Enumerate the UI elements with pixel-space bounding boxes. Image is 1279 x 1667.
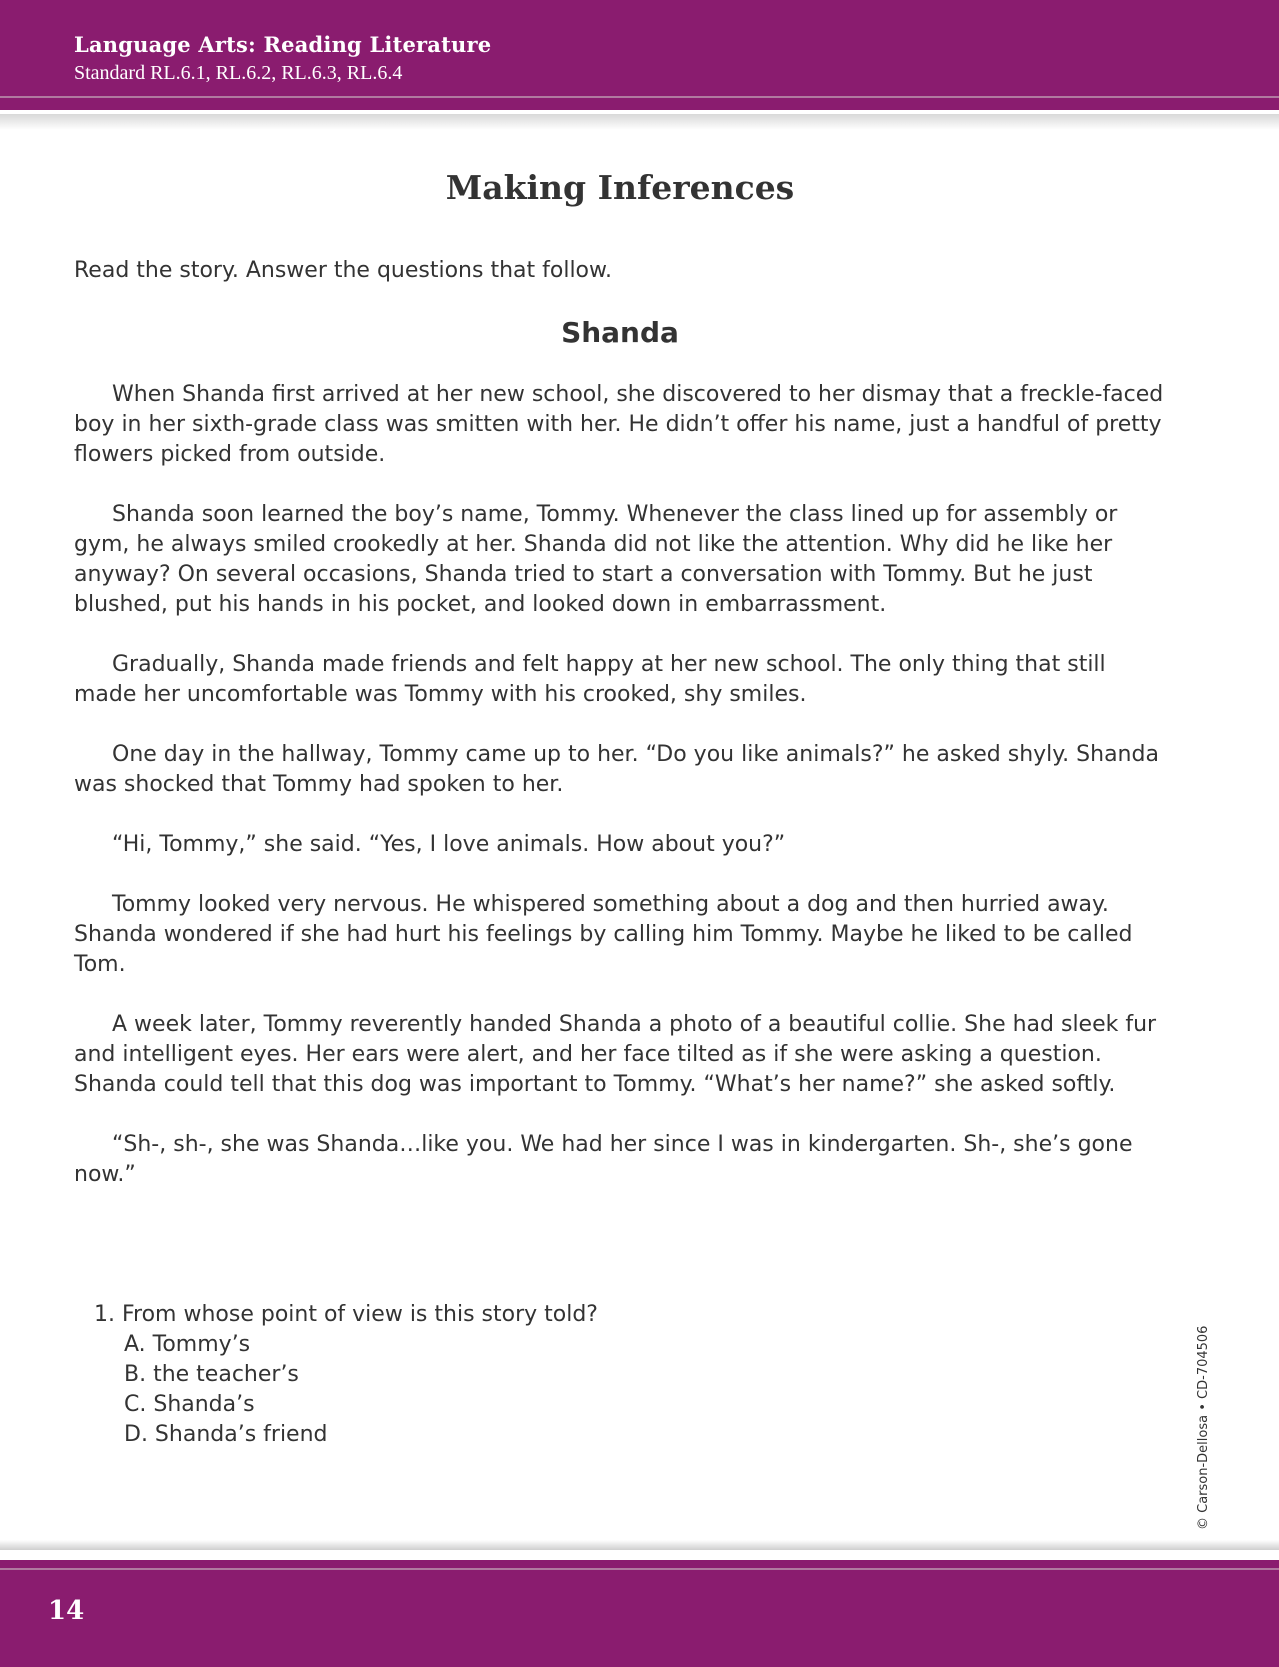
story-paragraph: “Sh-, sh-, she was Shanda…like you. We had her since I was in kindergarten. Sh-, she’s gone now.” — [74, 1132, 1133, 1187]
header-shadow — [0, 114, 1279, 130]
story-paragraph: When Shanda first arrived at her new school, she discovered to her dismay that a freckle-faced boy in her sixth-grade class was smitten with her. He didn’t offer his name, just a handful of pretty flowers picked from outside. — [74, 382, 1164, 467]
instructions: Read the story. Answer the questions that follow. — [74, 258, 612, 283]
story-title: Shanda — [561, 316, 679, 349]
story-paragraph: Shanda soon learned the boy’s name, Tommy. Whenever the class lined up for assembly or gym, he always smiled crookedly at her. Shanda did not like the attention. Why did he like her anyway? On several occasions, Shanda tried to start a conversation with Tommy. But he just blushed, put his hands in his pocket, and looked down in embarrassment. — [74, 502, 1118, 617]
answer-option-b: B. the teacher’s — [124, 1362, 299, 1387]
question-stem: 1. From whose point of view is this story told? — [94, 1302, 598, 1327]
page-number: 14 — [48, 1596, 85, 1626]
footer-shadow — [0, 1540, 1279, 1550]
header-rule-lower — [0, 104, 1279, 110]
story-paragraph: Tommy looked very nervous. He whispered something about a dog and then hurried away. Shanda wondered if she had hurt his feelings by calling him Tommy. Maybe he liked to be called Tom. — [74, 892, 1133, 977]
answer-option-a: A. Tommy’s — [124, 1332, 251, 1357]
question-1 — [94, 1300, 598, 1450]
copyright-notice: © Carson-Dellosa • CD-704506 — [1196, 1325, 1211, 1530]
story-paragraph: One day in the hallway, Tommy came up to her. “Do you like animals?” he asked shyly. Shanda was shocked that Tommy had spoken to her. — [74, 742, 1159, 797]
answer-option-d: D. Shanda’s friend — [124, 1422, 328, 1447]
footer-rule — [0, 1568, 1279, 1570]
footer-band — [0, 1560, 1279, 1667]
story-paragraph: “Hi, Tommy,” she said. “Yes, I love animals. How about you?” — [112, 832, 786, 857]
subject-heading: Language Arts: Reading Literature — [74, 32, 492, 57]
story-body — [74, 380, 1174, 1220]
header-rule — [0, 96, 1279, 98]
answer-option-c: C. Shanda’s — [124, 1392, 255, 1417]
page-title: Making Inferences — [445, 168, 795, 207]
story-paragraph: A week later, Tommy reverently handed Shanda a photo of a beautiful collie. She had sleek fur and intelligent eyes. Her ears were alert, and her face tilted as if she were asking a question. Shanda could tell that this dog was important to Tommy. “What’s her name?” she asked softly. — [74, 1012, 1157, 1097]
story-paragraph: Gradually, Shanda made friends and felt happy at her new school. The only thing that still made her uncomfortable was Tommy with his crooked, shy smiles. — [74, 652, 1106, 707]
standard-label: Standard RL.6.1, RL.6.2, RL.6.3, RL.6.4 — [74, 62, 403, 84]
